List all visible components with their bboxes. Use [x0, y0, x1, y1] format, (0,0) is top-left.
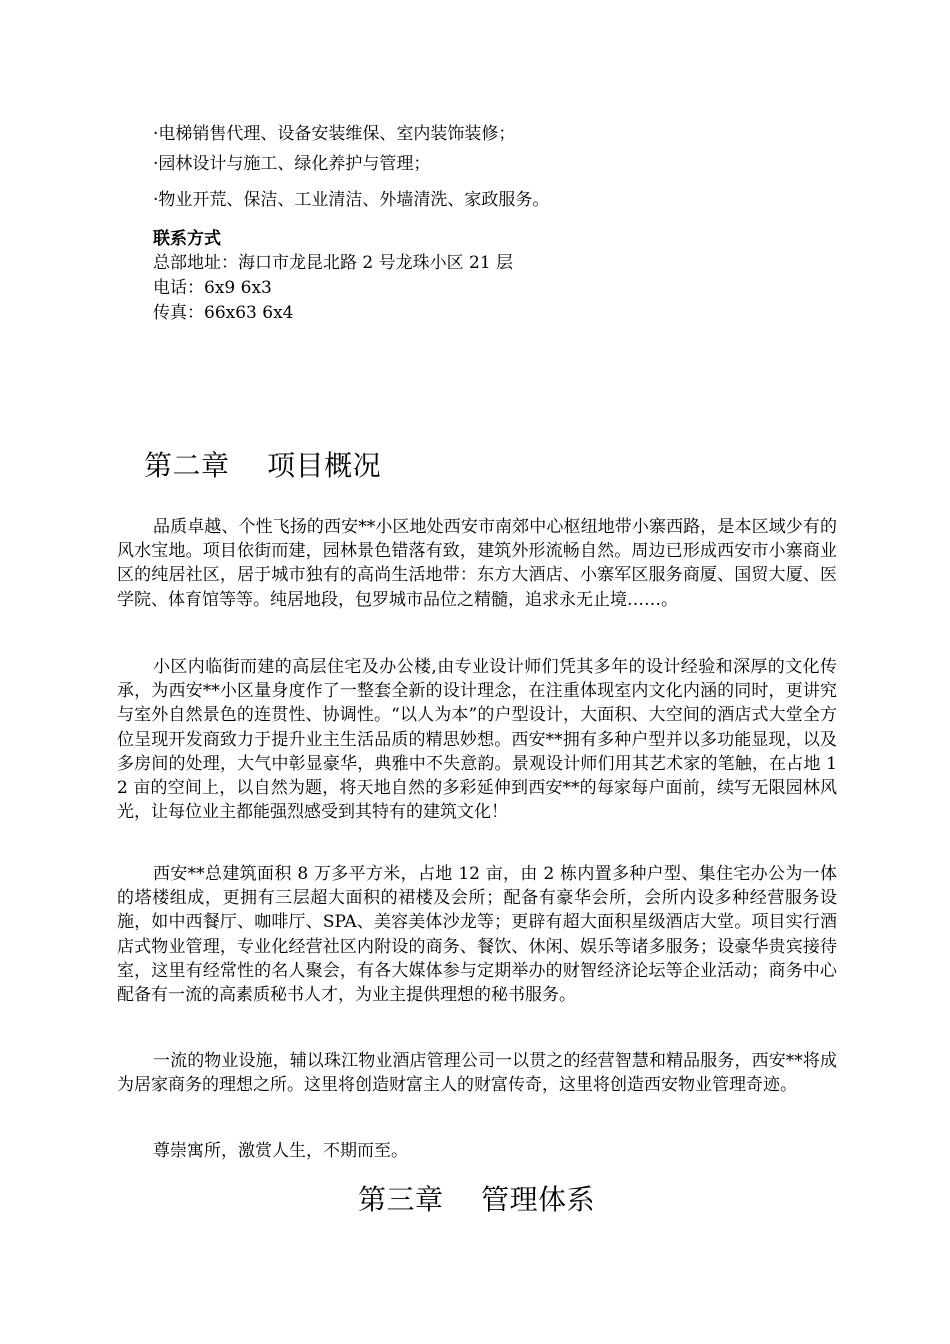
contact-fax: 传真：66x63 6x4 [153, 303, 294, 323]
chapter2-paragraph-location: 品质卓越、个性飞扬的西安**小区地处西安市南郊中心枢纽地带小寨西路，是本区域少有的风水宝地。项目依街而建，园林景色错落有致，建筑外形流畅自然。周边已形成西安市小寨商业区的纯居社区，居于城市独有的高尚生活地带：东方大酒店、小寨军区服务商厦、国贸大厦、医学院、体育馆等等。纯居地段，包罗城市品位之精髓，追求永无止境……。 [117, 517, 837, 610]
chapter2-title: 第二章 项目概况 [144, 449, 382, 482]
chapter2-paragraph-management: 一流的物业设施，辅以珠江物业酒店管理公司一以贯之的经营智慧和精品服务，西安**将成为居家商务的理想之所。这里将创造财富主人的财富传奇，这里将创造西安物业管理奇迹。 [117, 1051, 837, 1096]
service-item-landscape: ·园林设计与施工、绿化养护与管理； [153, 154, 431, 174]
chapter3-title: 第三章 管理体系 [358, 1183, 596, 1216]
service-item-cleaning: ·物业开荒、保洁、工业清洁、外墙清洗、家政服务。 [153, 190, 550, 210]
contact-heading: 联系方式 [153, 229, 221, 249]
service-item-elevator: ·电梯销售代理、设备安装维保、室内装饰装修； [153, 124, 516, 144]
chapter2-paragraph-design: 小区内临街而建的高层住宅及办公楼,由专业设计师们凭其多年的设计经验和深厚的文化传承，为西安**小区量身度作了一整套全新的设计理念，在注重体现室内文化内涵的同时，更讲究与室外自然景色的连贯性、协调性。“以人为本”的户型设计，大面积、大空间的酒店式大堂全方位呈现开发商致力于提升业主生活品质的精思妙想。西安**拥有多种户型并以多功能显现，以及多房间的处理，大气中彰显豪华，典雅中不失意韵。景观设计师们用其艺术家的笔触，在占地 12 亩的空间上，以自然为题，将天地自然的多彩延伸到西安**的每家每户面前，续写无限园林风光，让每位业主都能强烈感受到其特有的建筑文化！ [117, 657, 837, 823]
chapter2-paragraph-facilities: 西安**总建筑面积 8 万多平方米，占地 12 亩，由 2 栋内置多种户型、集住宅办公为一体的塔楼组成，更拥有三层超大面积的裙楼及会所；配备有豪华会所，会所内设多种经营服务设施，如中西餐厅、咖啡厅、SPA、美容美体沙龙等；更辟有超大面积星级酒店大堂。项目实行酒店式物业管理，专业化经营社区内附设的商务、餐饮、休闲、娱乐等诸多服务；设豪华贵宾接待室，这里有经常性的名人聚会，有各大媒体参与定期举办的财智经济论坛等企业活动；商务中心配备有一流的高素质秘书人才，为业主提供理想的秘书服务。 [117, 864, 837, 1006]
chapter2-paragraph-slogan: 尊崇寓所，激赏人生，不期而至。 [153, 1141, 408, 1161]
contact-address: 总部地址：海口市龙昆北路 2 号龙珠小区 21 层 [153, 253, 514, 273]
contact-phone: 电话：6x9 6x3 [153, 278, 272, 298]
